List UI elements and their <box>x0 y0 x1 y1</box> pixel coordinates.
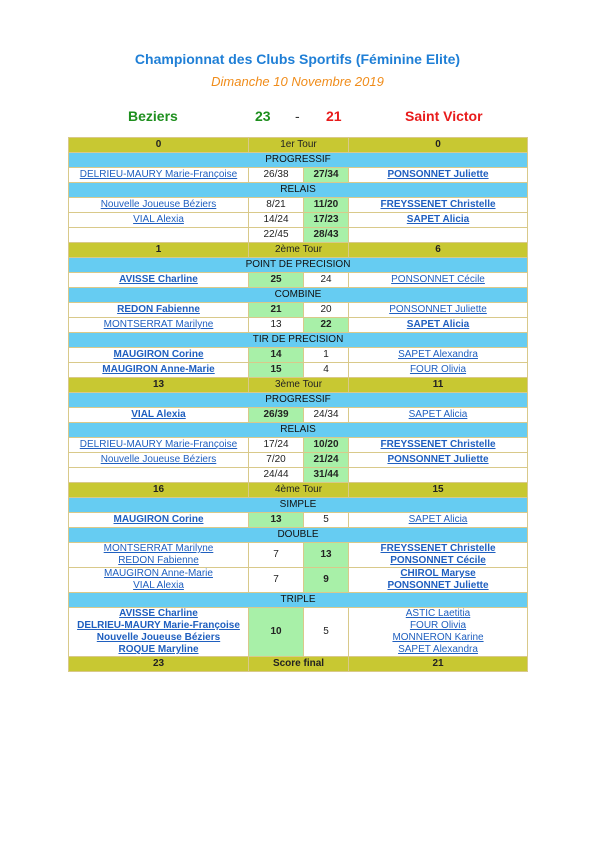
away-players-cell <box>349 608 528 657</box>
tour-home-points: 0 <box>69 138 249 153</box>
home-player-link[interactable]: MAUGIRON Corine <box>69 513 249 528</box>
home-player-link[interactable]: MONTSERRAT Marilyne <box>103 543 214 554</box>
game-row <box>69 198 528 213</box>
away-score-cell: 24 <box>304 273 349 288</box>
away-player-link[interactable]: SAPET Alicia <box>349 513 528 528</box>
away-score-cell: 22 <box>304 318 349 333</box>
home-player-link[interactable]: DELRIEU-MAURY Marie-Françoise <box>69 168 249 183</box>
away-score-cell: 10/20 <box>304 438 349 453</box>
home-score-cell: 7 <box>249 568 304 593</box>
final-score-row <box>69 657 528 672</box>
home-team-name: Beziers <box>128 108 178 124</box>
game-row <box>69 568 528 593</box>
score-separator: - <box>295 108 300 124</box>
game-row <box>69 303 528 318</box>
home-player-link[interactable]: VIAL Alexia <box>69 213 249 228</box>
away-player-link[interactable]: PONSONNET Juliette <box>349 168 528 183</box>
match-date: Dimanche 10 Novembre 2019 <box>211 74 384 89</box>
away-players-cell <box>349 228 528 243</box>
home-players-cell <box>69 543 249 568</box>
tour-label: 3ème Tour <box>249 378 349 393</box>
away-score-cell: 1 <box>304 348 349 363</box>
game-row <box>69 543 528 568</box>
game-row <box>69 273 528 288</box>
tour-home-points: 23 <box>69 657 249 672</box>
away-player-link[interactable]: PONSONNET Juliette <box>349 303 528 318</box>
away-player-link[interactable]: ASTIC Laetitia <box>405 608 471 619</box>
home-player-link[interactable]: DELRIEU-MAURY Marie-Françoise <box>77 620 240 631</box>
away-score-cell: 24/34 <box>304 408 349 423</box>
home-player-link[interactable]: VIAL Alexia <box>69 408 249 423</box>
home-player-link[interactable]: MONTSERRAT Marilyne <box>69 318 249 333</box>
section-header <box>69 528 528 543</box>
tour-away-points: 15 <box>349 483 528 498</box>
away-team-name: Saint Victor <box>405 108 483 124</box>
away-score-cell: 5 <box>304 513 349 528</box>
home-score-cell: 7 <box>249 543 304 568</box>
tour-row <box>69 138 528 153</box>
section-label: SIMPLE <box>69 498 528 513</box>
tour-label: 1er Tour <box>249 138 349 153</box>
game-row <box>69 213 528 228</box>
tour-away-points: 0 <box>349 138 528 153</box>
home-score-cell: 26/38 <box>249 168 304 183</box>
game-row <box>69 468 528 483</box>
section-header <box>69 593 528 608</box>
home-player-link[interactable]: MAUGIRON Corine <box>69 348 249 363</box>
game-row <box>69 513 528 528</box>
section-label: PROGRESSIF <box>69 393 528 408</box>
section-label: COMBINE <box>69 288 528 303</box>
home-player-link[interactable]: MAUGIRON Anne-Marie <box>69 363 249 378</box>
home-player-link[interactable]: REDON Fabienne <box>118 555 199 566</box>
home-score-cell: 21 <box>249 303 304 318</box>
section-header <box>69 288 528 303</box>
home-players-cell <box>69 608 249 657</box>
away-score-cell: 20 <box>304 303 349 318</box>
home-player-link[interactable]: Nouvelle Joueuse Béziers <box>69 453 249 468</box>
section-label: TIR DE PRECISION <box>69 333 528 348</box>
section-header <box>69 333 528 348</box>
home-score-cell: 15 <box>249 363 304 378</box>
away-players-cell <box>349 543 528 568</box>
game-row <box>69 363 528 378</box>
home-player-link[interactable]: AVISSE Charline <box>119 608 198 619</box>
away-player-link[interactable]: PONSONNET Juliette <box>349 453 528 468</box>
away-player-link[interactable]: FREYSSENET Christelle <box>349 438 528 453</box>
tour-away-points: 11 <box>349 378 528 393</box>
home-player-link[interactable]: VIAL Alexia <box>133 580 184 591</box>
section-header <box>69 153 528 168</box>
home-player-link[interactable]: MAUGIRON Anne-Marie <box>104 568 213 579</box>
away-player-link[interactable]: SAPET Alicia <box>349 213 528 228</box>
away-player-link[interactable]: SAPET Alicia <box>349 408 528 423</box>
away-player-link[interactable]: SAPET Alicia <box>349 318 528 333</box>
away-player-link[interactable]: CHIROL Maryse <box>400 568 476 579</box>
tour-label: 4ème Tour <box>249 483 349 498</box>
game-row <box>69 608 528 657</box>
away-score-cell: 31/44 <box>304 468 349 483</box>
away-score-cell: 28/43 <box>304 228 349 243</box>
away-score-cell: 17/23 <box>304 213 349 228</box>
home-score-cell: 10 <box>249 608 304 657</box>
home-player-link[interactable]: ROQUE Maryline <box>118 644 199 655</box>
away-player-link[interactable]: PONSONNET Juliette <box>387 580 489 591</box>
game-row <box>69 168 528 183</box>
away-player-link[interactable]: PONSONNET Cécile <box>390 555 486 566</box>
home-team-score: 23 <box>255 108 271 124</box>
away-score-cell: 13 <box>304 543 349 568</box>
section-header <box>69 393 528 408</box>
away-score-cell: 5 <box>304 608 349 657</box>
home-score-cell: 7/20 <box>249 453 304 468</box>
section-header <box>69 183 528 198</box>
tour-row <box>69 378 528 393</box>
away-player-link[interactable]: FREYSSENET Christelle <box>349 198 528 213</box>
away-player-link[interactable]: SAPET Alexandra <box>349 348 528 363</box>
away-player-link[interactable]: FREYSSENET Christelle <box>380 543 496 554</box>
tour-home-points: 16 <box>69 483 249 498</box>
section-label: DOUBLE <box>69 528 528 543</box>
page-title: Championnat des Clubs Sportifs (Féminine Elite) <box>134 51 461 67</box>
game-row <box>69 408 528 423</box>
away-score-cell: 21/24 <box>304 453 349 468</box>
home-player-link[interactable]: Nouvelle Joueuse Béziers <box>96 632 221 643</box>
away-team-score: 21 <box>326 108 342 124</box>
home-score-cell: 13 <box>249 513 304 528</box>
game-row <box>69 438 528 453</box>
game-row <box>69 318 528 333</box>
section-label: RELAIS <box>69 183 528 198</box>
away-player-link[interactable]: PONSONNET Cécile <box>349 273 528 288</box>
tour-away-points: 6 <box>349 243 528 258</box>
away-score-cell: 27/34 <box>304 168 349 183</box>
away-score-cell: 9 <box>304 568 349 593</box>
home-player-link[interactable]: REDON Fabienne <box>69 303 249 318</box>
tour-home-points: 1 <box>69 243 249 258</box>
results-table <box>68 137 528 672</box>
game-row <box>69 348 528 363</box>
section-header <box>69 423 528 438</box>
section-header <box>69 258 528 273</box>
tour-away-points: 21 <box>349 657 528 672</box>
home-player-link[interactable]: Nouvelle Joueuse Béziers <box>69 198 249 213</box>
away-player-link[interactable]: FOUR Olivia <box>409 620 467 631</box>
home-score-cell: 14 <box>249 348 304 363</box>
away-players-cell <box>349 568 528 593</box>
section-label: PROGRESSIF <box>69 153 528 168</box>
tour-row <box>69 483 528 498</box>
home-player-link[interactable]: DELRIEU-MAURY Marie-Françoise <box>69 438 249 453</box>
game-row <box>69 228 528 243</box>
section-label: TRIPLE <box>69 593 528 608</box>
section-header <box>69 498 528 513</box>
section-label: RELAIS <box>69 423 528 438</box>
home-score-cell: 26/39 <box>249 408 304 423</box>
away-score-cell: 11/20 <box>304 198 349 213</box>
score-header <box>0 108 595 128</box>
away-players-cell <box>349 468 528 483</box>
game-row <box>69 453 528 468</box>
away-player-link[interactable]: SAPET Alexandra <box>398 644 478 655</box>
section-label: POINT DE PRECISION <box>69 258 528 273</box>
home-players-cell <box>69 228 249 243</box>
tour-label: 2ème Tour <box>249 243 349 258</box>
home-score-cell: 14/24 <box>249 213 304 228</box>
tour-label: Score final <box>249 657 349 672</box>
away-player-link[interactable]: MONNERON Karine <box>392 632 484 643</box>
home-player-link[interactable]: AVISSE Charline <box>69 273 249 288</box>
home-score-cell: 24/44 <box>249 468 304 483</box>
home-score-cell: 13 <box>249 318 304 333</box>
tour-home-points: 13 <box>69 378 249 393</box>
home-players-cell <box>69 568 249 593</box>
away-score-cell: 4 <box>304 363 349 378</box>
home-score-cell: 25 <box>249 273 304 288</box>
home-players-cell <box>69 468 249 483</box>
home-score-cell: 8/21 <box>249 198 304 213</box>
tour-row <box>69 243 528 258</box>
away-player-link[interactable]: FOUR Olivia <box>349 363 528 378</box>
home-score-cell: 22/45 <box>249 228 304 243</box>
home-score-cell: 17/24 <box>249 438 304 453</box>
